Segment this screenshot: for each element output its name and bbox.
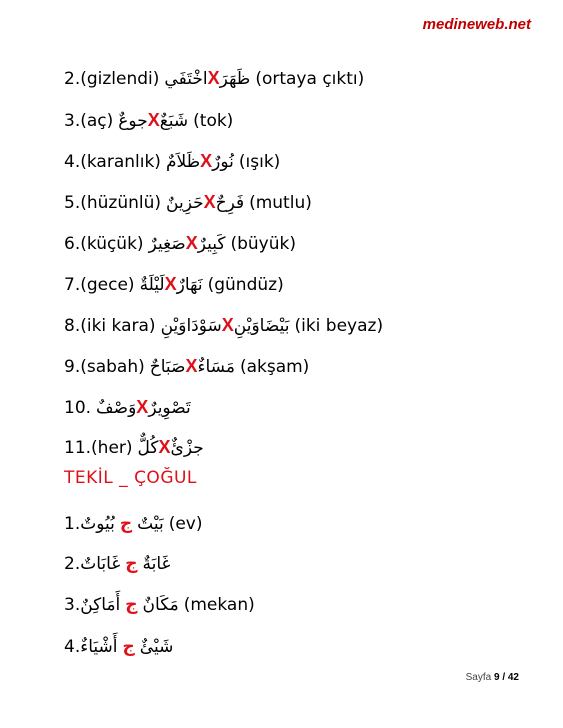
turkish-left: (sabah) bbox=[80, 357, 145, 377]
item-number: 5. bbox=[64, 193, 81, 213]
arabic-word: وَصْفٌ bbox=[96, 398, 137, 418]
turkish-left: (aç) bbox=[80, 111, 114, 131]
opposite-item bbox=[64, 147, 280, 175]
turkish-right: (büyük) bbox=[230, 234, 296, 254]
arabic-word: صَبَاحٌ bbox=[149, 357, 186, 377]
opposite-item bbox=[64, 393, 196, 421]
page-separator: / bbox=[502, 672, 506, 683]
turkish-left: (gizlendi) bbox=[80, 69, 160, 89]
turkish-left: (gece) bbox=[80, 275, 135, 295]
opposite-item bbox=[64, 229, 296, 257]
arabic-word: نَهَارٌ bbox=[176, 275, 203, 295]
opposite-item bbox=[64, 433, 209, 461]
item-number: 11. bbox=[64, 438, 92, 458]
arabic-singular: شَيْئٌ bbox=[139, 637, 174, 657]
arabic-word: نُورٌ bbox=[212, 152, 234, 172]
turkish-right: (gündüz) bbox=[207, 275, 284, 295]
opposite-separator: X bbox=[203, 192, 216, 212]
plural-separator: ج bbox=[119, 514, 133, 534]
opposite-separator: X bbox=[164, 274, 177, 294]
arabic-word: كَبِيرٌ bbox=[197, 234, 226, 254]
opposite-item bbox=[64, 270, 284, 298]
turkish-meaning: (mekan) bbox=[183, 595, 255, 615]
item-number: 9. bbox=[64, 357, 81, 377]
turkish-left: (küçük) bbox=[80, 234, 144, 254]
turkish-meaning: (ev) bbox=[168, 514, 203, 534]
plural-item bbox=[64, 591, 255, 619]
item-number: 4. bbox=[64, 637, 81, 657]
plural-item bbox=[64, 550, 175, 578]
turkish-right: (tok) bbox=[193, 111, 234, 131]
page-total: 42 bbox=[507, 672, 519, 683]
arabic-word: سَوْدَاوَيْنِ bbox=[160, 316, 222, 336]
arabic-singular: مَكَانٌ bbox=[142, 595, 179, 615]
arabic-word: صَغِيرٌ bbox=[148, 234, 186, 254]
arabic-word: لَيْلَةٌ bbox=[139, 275, 165, 295]
arabic-word: اخْتَفَي bbox=[164, 69, 208, 89]
page-number: 9 bbox=[493, 672, 500, 683]
turkish-right: (ışık) bbox=[238, 152, 281, 172]
arabic-plural: غَابَاتٌ bbox=[80, 554, 121, 574]
arabic-word: ظَهَرَ bbox=[219, 69, 251, 89]
item-number: 2. bbox=[64, 554, 81, 574]
opposite-item bbox=[64, 188, 312, 216]
opposite-item bbox=[64, 352, 309, 380]
opposite-separator: X bbox=[207, 68, 220, 88]
opposite-item bbox=[64, 64, 364, 92]
arabic-word: بَيْضَاوَيْنِ bbox=[233, 316, 290, 336]
arabic-word: فَرِحٌ bbox=[215, 193, 245, 213]
plural-item bbox=[64, 510, 203, 538]
site-watermark: medineweb.net bbox=[422, 16, 531, 33]
plural-separator: ج bbox=[122, 637, 135, 657]
item-number: 7. bbox=[64, 275, 81, 295]
arabic-word: كُلٌّ bbox=[137, 438, 159, 458]
arabic-plural: أَشْيَاءٌ bbox=[80, 637, 118, 657]
turkish-left: (hüzünlü) bbox=[80, 193, 162, 213]
turkish-left: (iki kara) bbox=[80, 316, 156, 336]
opposite-separator: X bbox=[221, 315, 234, 335]
arabic-word: ظَلاَمٌ bbox=[165, 152, 201, 172]
opposite-item bbox=[64, 311, 383, 339]
arabic-word: شَبَعٌ bbox=[159, 111, 189, 131]
opposite-separator: X bbox=[200, 151, 213, 171]
opposite-separator: X bbox=[147, 110, 160, 130]
item-number: 2. bbox=[64, 69, 81, 89]
turkish-right: (mutlu) bbox=[249, 193, 312, 213]
plural-separator: ج bbox=[125, 595, 138, 615]
opposite-item bbox=[64, 106, 233, 134]
turkish-left: (her) bbox=[91, 438, 133, 458]
turkish-right: (ortaya çıktı) bbox=[255, 69, 365, 89]
item-number: 3. bbox=[64, 595, 81, 615]
arabic-word: مَسَاءٌ bbox=[197, 357, 235, 377]
item-number: 1. bbox=[64, 514, 81, 534]
arabic-word: جوعٌ bbox=[118, 111, 148, 131]
item-number: 4. bbox=[64, 152, 81, 172]
opposite-separator: X bbox=[136, 397, 149, 417]
turkish-right: (akşam) bbox=[239, 357, 310, 377]
section-title-singular-plural: TEKİL _ ÇOĞUL bbox=[64, 468, 197, 488]
item-number: 8. bbox=[64, 316, 81, 336]
page-footer bbox=[466, 672, 519, 683]
item-number: 6. bbox=[64, 234, 81, 254]
plural-item bbox=[64, 633, 178, 661]
arabic-plural: أَمَاكِنٌ bbox=[80, 595, 121, 615]
opposite-separator: X bbox=[185, 233, 198, 253]
turkish-left: (karanlık) bbox=[80, 152, 161, 172]
item-number: 10. bbox=[64, 398, 92, 418]
arabic-word: حَزِينٌ bbox=[166, 193, 204, 213]
arabic-word: تَصْوِيرٌ bbox=[148, 398, 191, 418]
item-number: 3. bbox=[64, 111, 81, 131]
opposite-separator: X bbox=[185, 356, 198, 376]
arabic-singular: غَابَةٌ bbox=[142, 554, 171, 574]
opposite-separator: X bbox=[158, 437, 171, 457]
turkish-right: (iki beyaz) bbox=[294, 316, 384, 336]
plural-separator: ج bbox=[125, 554, 138, 574]
arabic-word: جزْئٌ bbox=[170, 438, 204, 458]
page-label: Sayfa bbox=[465, 672, 492, 683]
arabic-singular: بَيْتٌ bbox=[137, 514, 164, 534]
arabic-plural: بُيُوتٌ bbox=[80, 514, 115, 534]
